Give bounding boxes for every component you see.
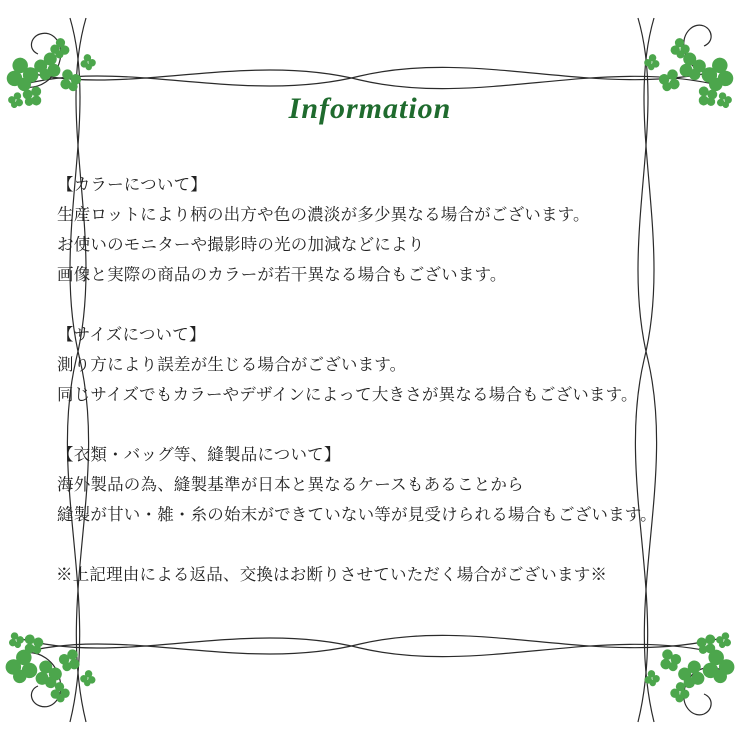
section-line: 画像と実際の商品のカラーが若干異なる場合もございます。 xyxy=(57,266,507,284)
section-line: お使いのモニターや撮影時の光の加減などにより xyxy=(57,236,425,254)
section-sewn-products xyxy=(56,440,684,530)
section-line: 生産ロットにより柄の出方や色の濃淡が多少異なる場合がございます。 xyxy=(57,206,590,224)
section-heading: 【カラーについて】 xyxy=(57,176,207,194)
section-heading: 【衣類・バッグ等、縫製品について】 xyxy=(57,446,341,464)
section-color xyxy=(56,170,684,290)
section-size xyxy=(56,320,684,410)
section-heading: 【サイズについて】 xyxy=(57,326,206,344)
section-line: 縫製が甘い・雑・糸の始末ができていない等が見受けられる場合もございます。 xyxy=(57,506,657,524)
page-title: Information xyxy=(288,92,452,125)
section-line: 測り方により誤差が生じる場合がございます。 xyxy=(57,356,407,374)
section-line: 同じサイズでもカラーやデザインによって大きさが異なる場合もございます。 xyxy=(57,386,638,404)
section-line: 海外製品の為、縫製基準が日本と異なるケースもあることから xyxy=(57,476,524,494)
footnote: ※上記理由による返品、交換はお断りさせていただく場合がございます※ xyxy=(56,566,608,584)
